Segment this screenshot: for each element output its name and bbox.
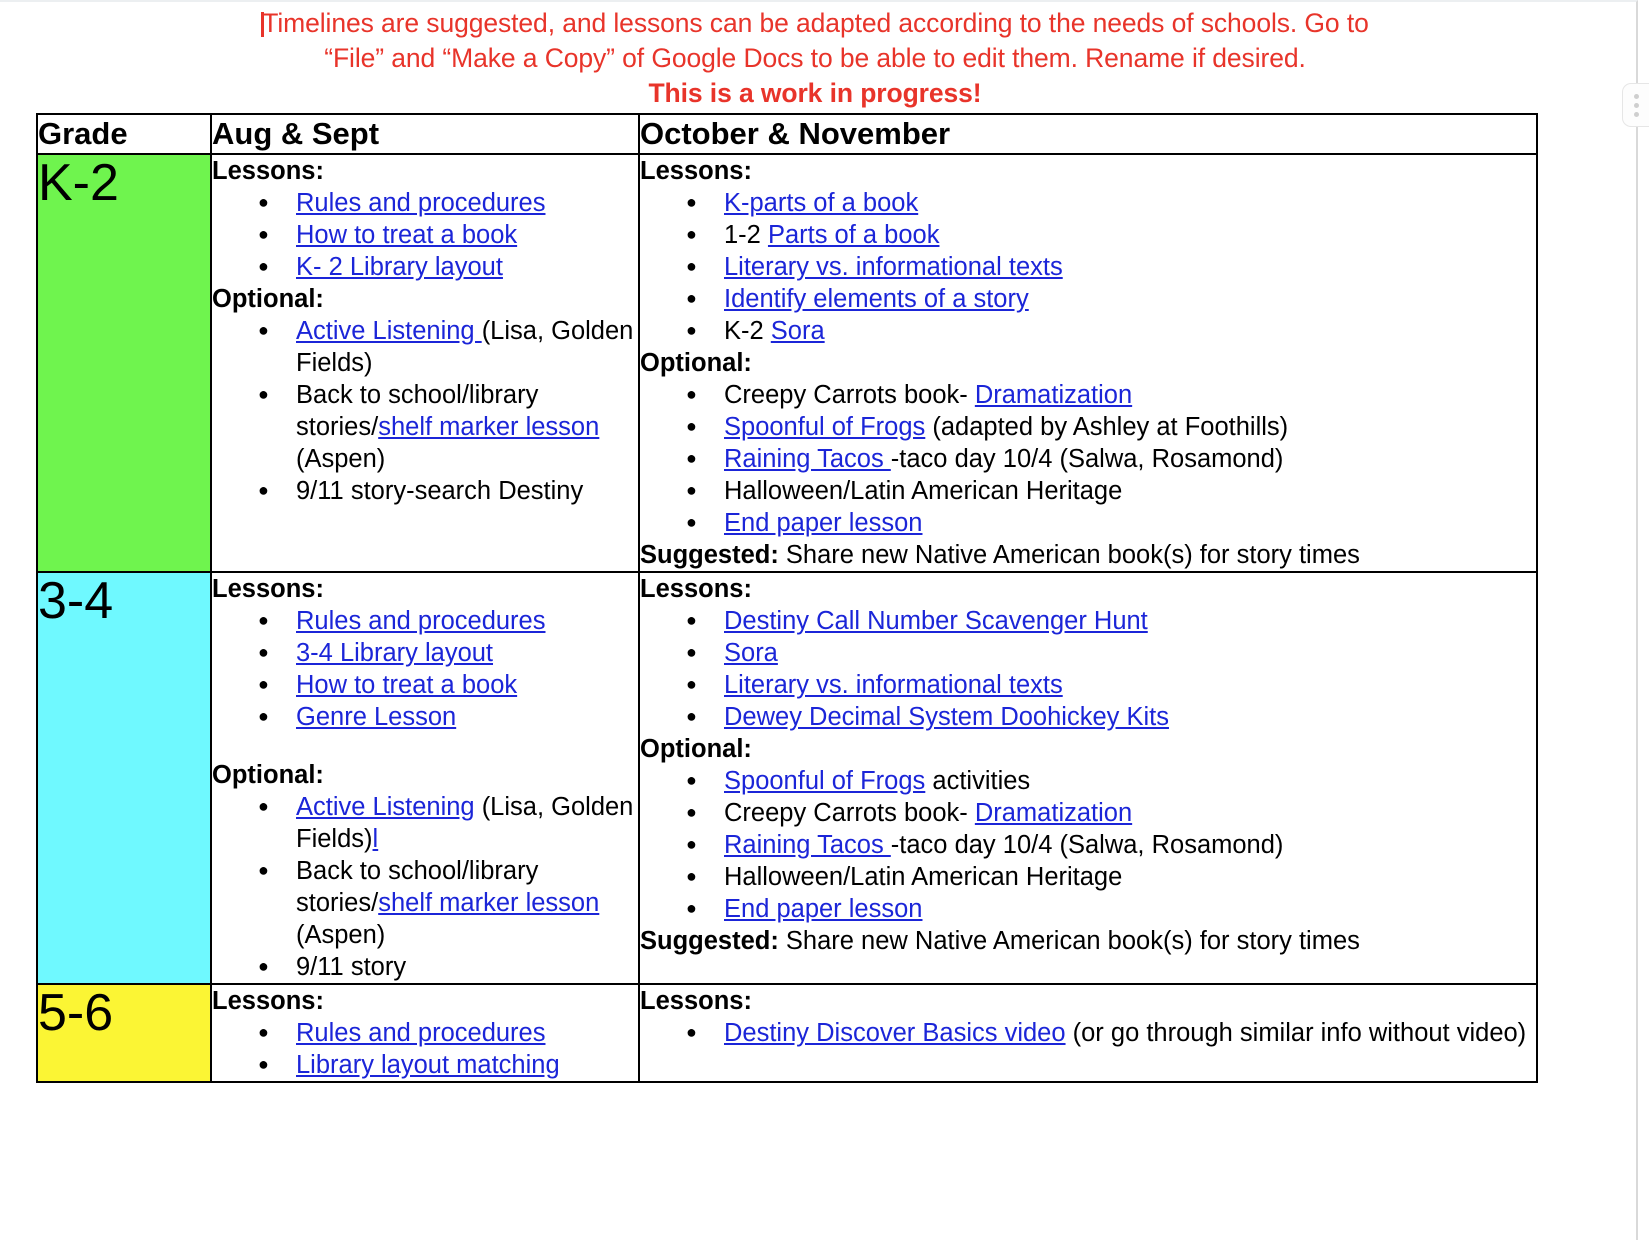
list-item — [258, 791, 638, 855]
optional-list — [640, 765, 1536, 925]
lesson-link[interactable]: K-parts of a book — [724, 189, 919, 217]
list-item — [686, 283, 1536, 315]
notice-line-1 — [0, 6, 1630, 41]
list-item — [258, 855, 638, 951]
lesson-text: Back to school/library stories/ — [296, 857, 539, 917]
suggested-text: Share new Native American book(s) for story times — [778, 927, 1360, 955]
lessons-heading: Lessons: — [640, 575, 752, 603]
optional-heading: Optional: — [640, 735, 752, 763]
list-item — [258, 475, 638, 507]
lesson-link[interactable]: Destiny Discover Basics video — [724, 1019, 1066, 1047]
list-item — [686, 411, 1536, 443]
cell-oct-nov — [639, 984, 1537, 1082]
lessons-list — [640, 187, 1536, 347]
list-item — [258, 605, 638, 637]
lesson-text: (or go through similar info without video) — [1065, 1019, 1527, 1047]
list-item — [686, 443, 1536, 475]
lesson-text: (Lisa, Golden Fields) — [296, 317, 634, 377]
cell-aug-sept — [211, 154, 639, 572]
lesson-link[interactable]: Literary vs. informational texts — [724, 253, 1063, 281]
optional-list — [212, 315, 638, 507]
grade-cell: K-2 — [37, 154, 211, 572]
list-item — [686, 701, 1536, 733]
list-item — [258, 1049, 638, 1081]
lesson-link[interactable]: Sora — [770, 317, 825, 345]
list-item — [258, 187, 638, 219]
notice-line-3: This is a work in progress! — [648, 78, 982, 108]
lesson-link[interactable]: shelf marker lesson — [378, 413, 600, 441]
lessons-list — [212, 605, 638, 733]
list-item — [686, 893, 1536, 925]
list-item — [258, 637, 638, 669]
lessons-list — [640, 605, 1536, 733]
lessons-heading: Lessons: — [212, 575, 324, 603]
optional-list — [212, 791, 638, 983]
lesson-link[interactable]: End paper lesson — [724, 509, 923, 537]
lessons-list — [640, 1017, 1536, 1049]
lesson-link[interactable]: Active Listening — [296, 793, 475, 821]
suggested-label: Suggested: — [640, 927, 779, 955]
list-item — [686, 219, 1536, 251]
list-item — [686, 379, 1536, 411]
lesson-link[interactable]: l — [372, 825, 379, 853]
lesson-link[interactable]: How to treat a book — [296, 221, 518, 249]
lesson-text: -taco day 10/4 (Salwa, Rosamond) — [890, 445, 1284, 473]
optional-heading: Optional: — [640, 349, 752, 377]
lesson-text: Back to school/library stories/ — [296, 381, 539, 441]
list-item — [258, 701, 638, 733]
lesson-text: Creepy Carrots book- — [724, 799, 975, 827]
cell-oct-nov — [639, 572, 1537, 984]
table-header-row — [37, 114, 1537, 154]
lesson-link[interactable]: Sora — [724, 639, 778, 667]
timeline-table — [36, 113, 1538, 1083]
lesson-link[interactable]: Dewey Decimal System Doohickey Kits — [724, 703, 1169, 731]
lesson-link[interactable]: Rules and procedures — [296, 1019, 546, 1047]
lesson-link[interactable]: Rules and procedures — [296, 607, 546, 635]
notice-banner — [0, 6, 1630, 111]
list-item — [258, 379, 638, 475]
list-item — [686, 605, 1536, 637]
lesson-link[interactable]: Literary vs. informational texts — [724, 671, 1063, 699]
lesson-text: activities — [925, 767, 1031, 795]
list-item — [258, 669, 638, 701]
lesson-link[interactable]: Rules and procedures — [296, 189, 546, 217]
suggested-line — [640, 539, 1536, 571]
list-item — [258, 951, 638, 983]
lesson-text: Halloween/Latin American Heritage — [724, 863, 1123, 891]
optional-heading: Optional: — [212, 761, 324, 789]
list-item — [686, 251, 1536, 283]
lesson-link[interactable]: Spoonful of Frogs — [724, 413, 926, 441]
lesson-text: Creepy Carrots book- — [724, 381, 975, 409]
lesson-text: -taco day 10/4 (Salwa, Rosamond) — [890, 831, 1284, 859]
list-item — [686, 829, 1536, 861]
lesson-link[interactable]: Destiny Call Number Scavenger Hunt — [724, 607, 1148, 635]
lesson-text: 9/11 story — [296, 953, 407, 981]
lesson-link[interactable]: Parts of a book — [767, 221, 940, 249]
lesson-link[interactable]: Genre Lesson — [296, 703, 457, 731]
lesson-link[interactable]: Raining Tacos — [724, 445, 891, 473]
suggested-line — [640, 925, 1536, 957]
lesson-link[interactable]: K- 2 Library layout — [296, 253, 503, 281]
lessons-heading: Lessons: — [640, 987, 752, 1015]
list-item — [258, 219, 638, 251]
lesson-link[interactable]: Library layout matching — [296, 1051, 560, 1079]
cell-aug-sept — [211, 572, 639, 984]
lesson-text: (Aspen) — [296, 445, 386, 473]
list-item — [686, 507, 1536, 539]
lesson-text: K-2 — [724, 317, 771, 345]
table-row — [37, 154, 1537, 572]
lesson-link[interactable]: 3-4 Library layout — [296, 639, 494, 667]
list-item — [686, 187, 1536, 219]
lessons-list — [212, 1017, 638, 1081]
dot-icon — [1634, 112, 1639, 117]
notice-line-1-text: Timelines are suggested, and lessons can be adapted according to the needs of schools. Go to — [262, 8, 1369, 38]
dot-icon — [1634, 103, 1639, 108]
suggested-label: Suggested: — [640, 541, 779, 569]
optional-heading: Optional: — [212, 285, 324, 313]
grade-cell: 3-4 — [37, 572, 211, 984]
lesson-text: 9/11 story-search Destiny — [296, 477, 584, 505]
dot-icon — [1634, 94, 1639, 99]
list-item — [686, 861, 1536, 893]
lesson-text: Halloween/Latin American Heritage — [724, 477, 1123, 505]
lesson-link[interactable]: Identify elements of a story — [724, 285, 1029, 313]
list-item — [258, 251, 638, 283]
table-row — [37, 572, 1537, 984]
table-body — [37, 154, 1537, 1082]
list-item — [686, 765, 1536, 797]
lesson-link[interactable]: End paper lesson — [724, 895, 923, 923]
list-item — [686, 315, 1536, 347]
table-row — [37, 984, 1537, 1082]
lessons-heading: Lessons: — [640, 157, 752, 185]
column-header-oct-nov: October & November — [639, 114, 1537, 154]
lesson-link[interactable]: How to treat a book — [296, 671, 518, 699]
lesson-link[interactable]: Raining Tacos — [724, 831, 891, 859]
list-item — [686, 797, 1536, 829]
column-header-aug-sept: Aug & Sept — [211, 114, 639, 154]
list-item — [686, 475, 1536, 507]
list-item — [686, 1017, 1536, 1049]
lesson-link[interactable]: Active Listening — [296, 317, 482, 345]
sidebar-toggle-handle[interactable] — [1622, 83, 1649, 127]
column-header-grade: Grade — [37, 114, 211, 154]
lesson-text: (Aspen) — [296, 921, 386, 949]
grade-cell: 5-6 — [37, 984, 211, 1082]
cell-oct-nov — [639, 154, 1537, 572]
cell-aug-sept — [211, 984, 639, 1082]
lesson-link[interactable]: Dramatization — [974, 381, 1133, 409]
list-item — [258, 1017, 638, 1049]
list-item — [258, 315, 638, 379]
lessons-heading: Lessons: — [212, 987, 324, 1015]
list-item — [686, 669, 1536, 701]
lesson-text: 1-2 — [724, 221, 768, 249]
lesson-text: (Lisa, Golden Fields) — [296, 793, 634, 853]
lesson-link[interactable]: shelf marker lesson — [378, 889, 600, 917]
lesson-link[interactable]: Spoonful of Frogs — [724, 767, 926, 795]
notice-line-2: “File” and “Make a Copy” of Google Docs to be able to edit them. Rename if desired. — [324, 43, 1306, 73]
suggested-text: Share new Native American book(s) for story times — [778, 541, 1360, 569]
list-item — [686, 637, 1536, 669]
optional-list — [640, 379, 1536, 539]
lessons-list — [212, 187, 638, 283]
lesson-text: (adapted by Ashley at Foothills) — [925, 413, 1289, 441]
lessons-heading: Lessons: — [212, 157, 324, 185]
lesson-link[interactable]: Dramatization — [974, 799, 1133, 827]
